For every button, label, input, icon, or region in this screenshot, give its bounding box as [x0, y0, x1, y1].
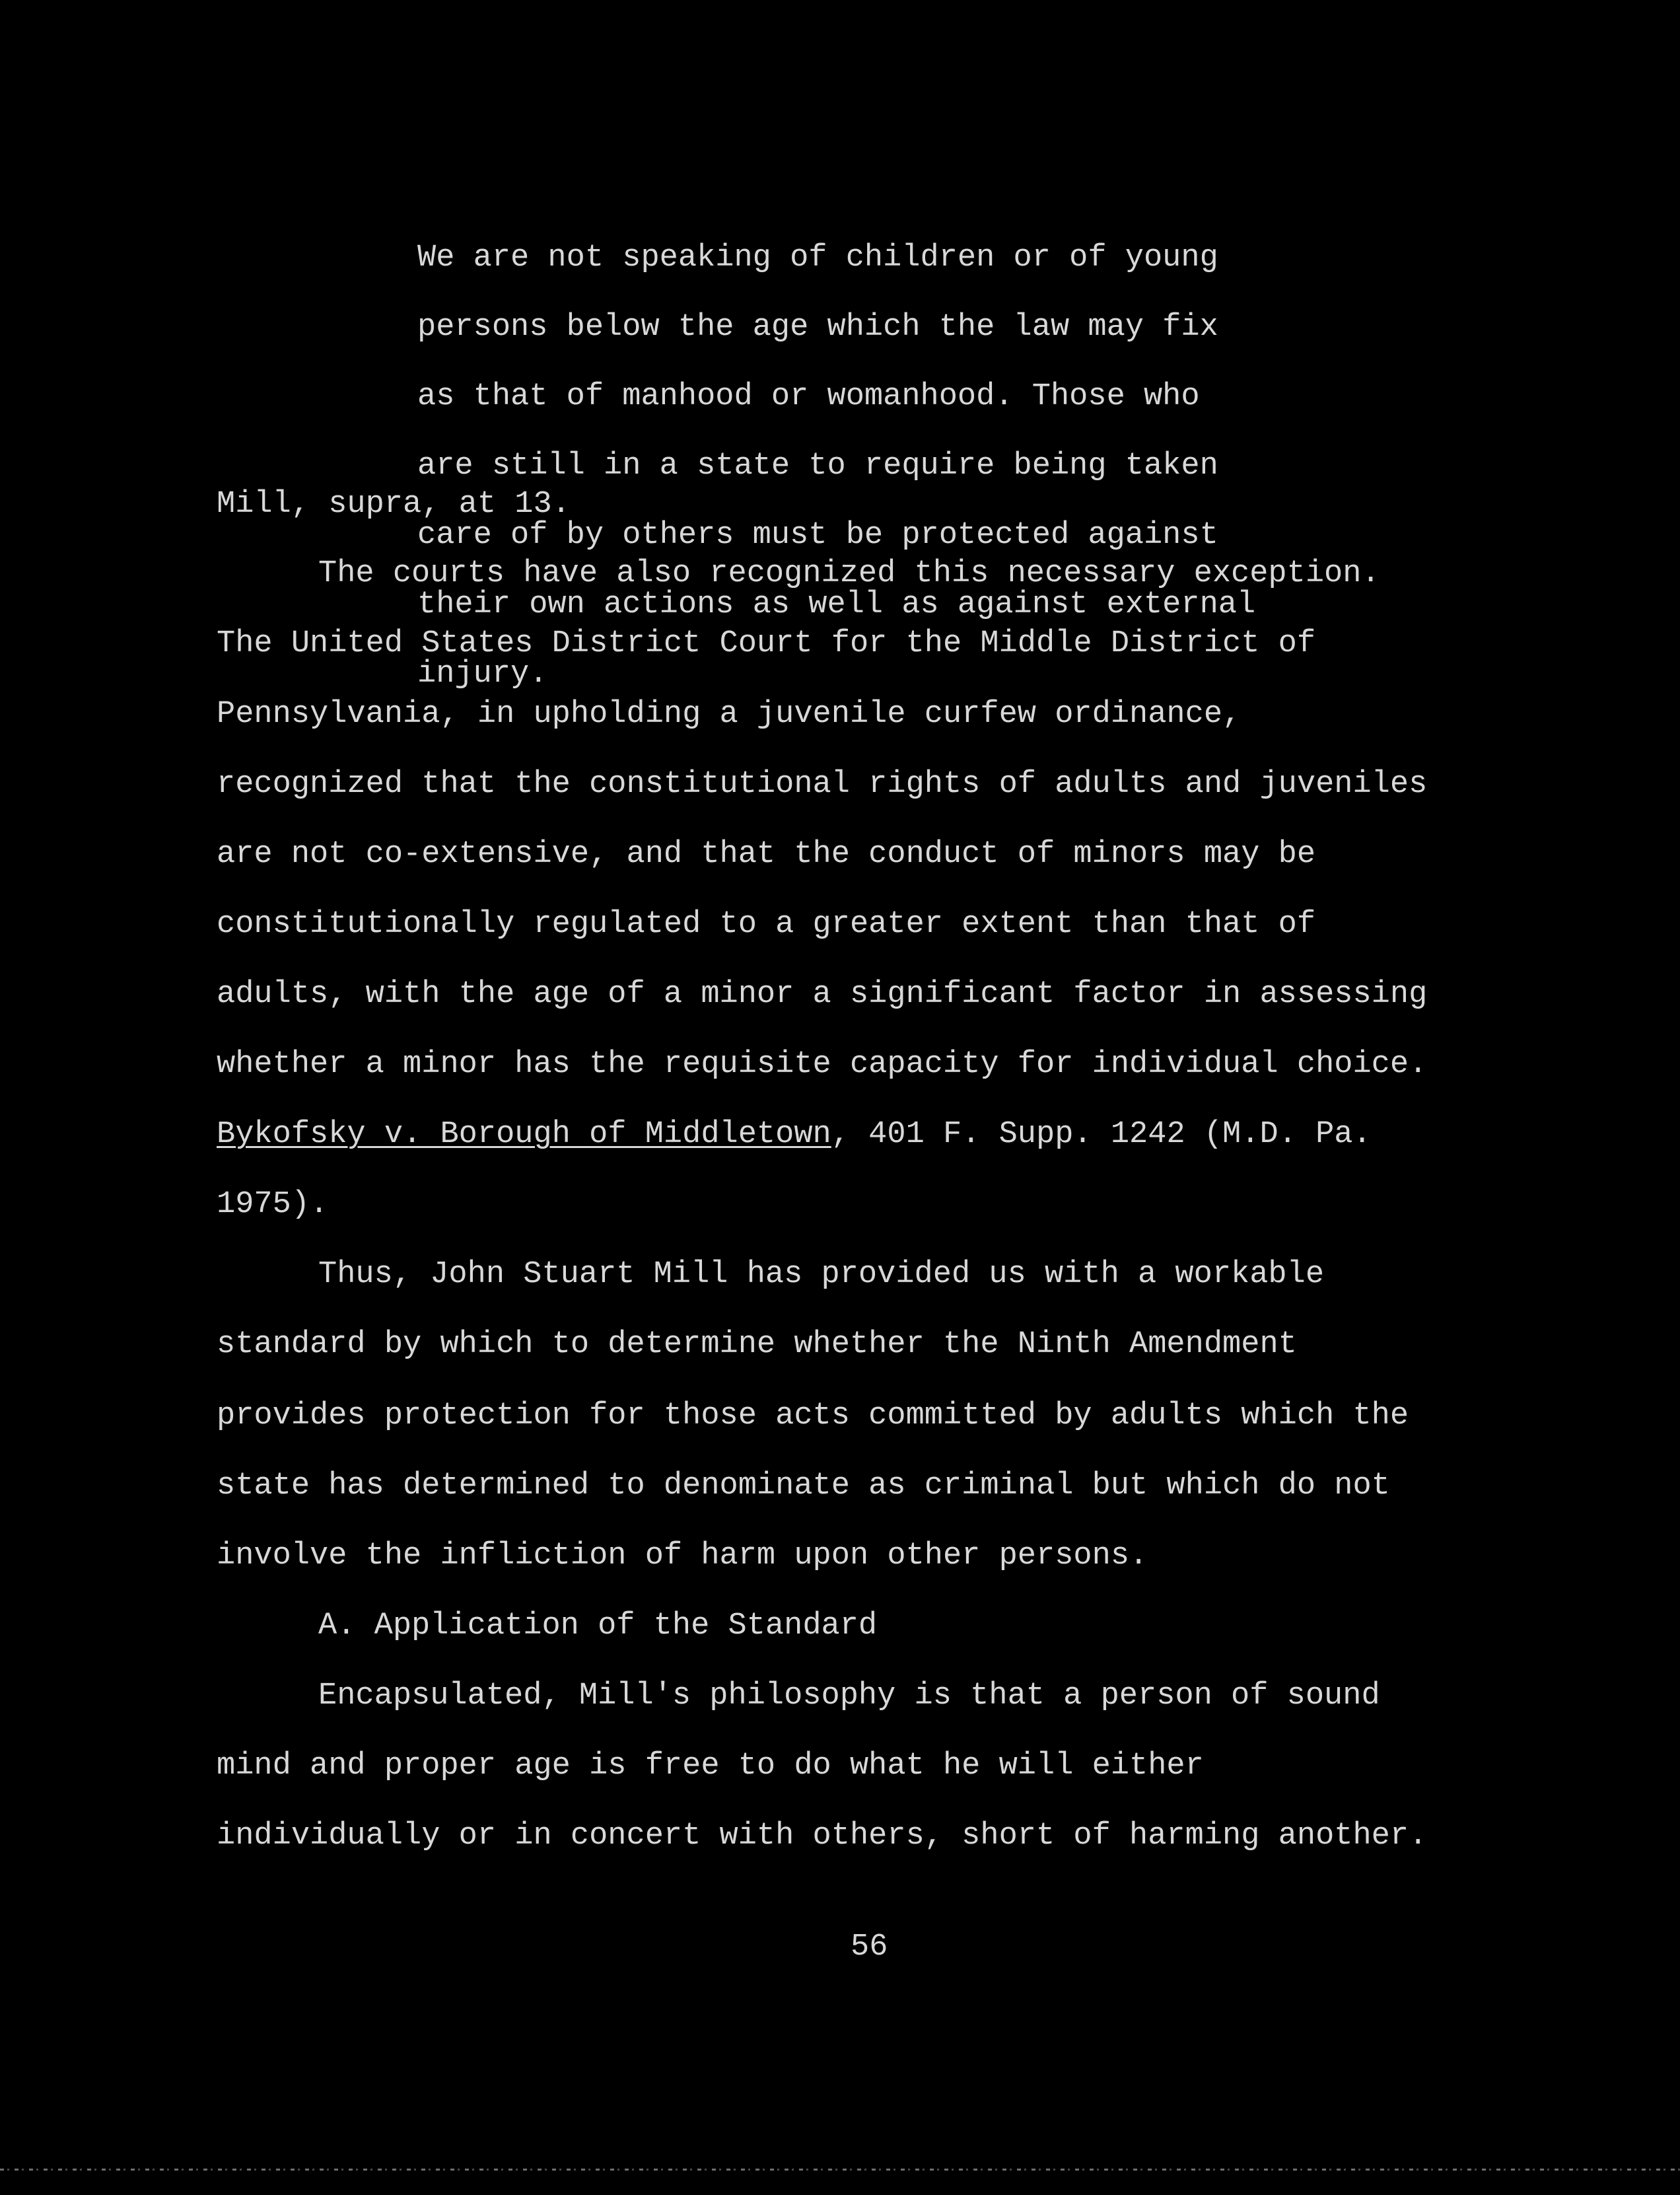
case-reporter: , 401 F. Supp. 1242 (M.D. Pa.: [831, 1117, 1372, 1152]
quote-line: We are not speaking of children or of young: [417, 240, 1218, 275]
paragraph-line: standard by which to determine whether the Ninth Amendment: [217, 1327, 1297, 1362]
section-heading: A. Application of the Standard: [318, 1608, 878, 1643]
scan-edge-artifact: [0, 2169, 1680, 2171]
paragraph-line: are not co-extensive, and that the conduct of minors may be: [217, 837, 1316, 872]
paragraph-line: provides protection for those acts committed by adults which the: [217, 1398, 1409, 1433]
paragraph-line: individually or in concert with others, short of harming another.: [217, 1818, 1428, 1853]
paragraph-line: whether a minor has the requisite capacity for individual choice.: [217, 1047, 1428, 1082]
paragraph-line: Pennsylvania, in upholding a juvenile curfew ordinance,: [217, 697, 1242, 732]
paragraph-line: Thus, John Stuart Mill has provided us with a workable: [318, 1257, 1325, 1292]
paragraph-line: constitutionally regulated to a greater extent than that of: [217, 907, 1316, 942]
quote-line: are still in a state to require being taken: [417, 448, 1218, 484]
paragraph-line: mind and proper age is free to do what he will either: [217, 1748, 1204, 1783]
paragraph-line: adults, with the age of a minor a significant factor in assessing: [217, 977, 1428, 1012]
quote-line: persons below the age which the law may fix: [417, 309, 1218, 345]
case-name: Bykofsky v. Borough of Middletown: [217, 1117, 831, 1152]
quote-line: care of by others must be protected against: [417, 517, 1218, 553]
paragraph-line: Encapsulated, Mill's philosophy is that a person of sound: [318, 1678, 1380, 1713]
paragraph-line: 1975).: [217, 1187, 329, 1222]
quote-citation: Mill, supra, at 13.: [217, 487, 571, 522]
page-number: 56: [851, 1929, 888, 1964]
paragraph-line: The United States District Court for the Middle District of: [217, 626, 1316, 661]
paragraph-line: involve the infliction of harm upon other persons.: [217, 1538, 1148, 1573]
quote-line: as that of manhood or womanhood. Those who: [417, 378, 1200, 414]
quote-line: injury.: [417, 656, 548, 692]
case-citation-line: [217, 1118, 1372, 1152]
paragraph-line: state has determined to denominate as criminal but which do not: [217, 1468, 1390, 1503]
quote-line: their own actions as well as against external: [417, 587, 1256, 622]
paragraph-line: The courts have also recognized this necessary exception.: [318, 556, 1380, 591]
paragraph-line: recognized that the constitutional rights of adults and juveniles: [217, 767, 1428, 802]
